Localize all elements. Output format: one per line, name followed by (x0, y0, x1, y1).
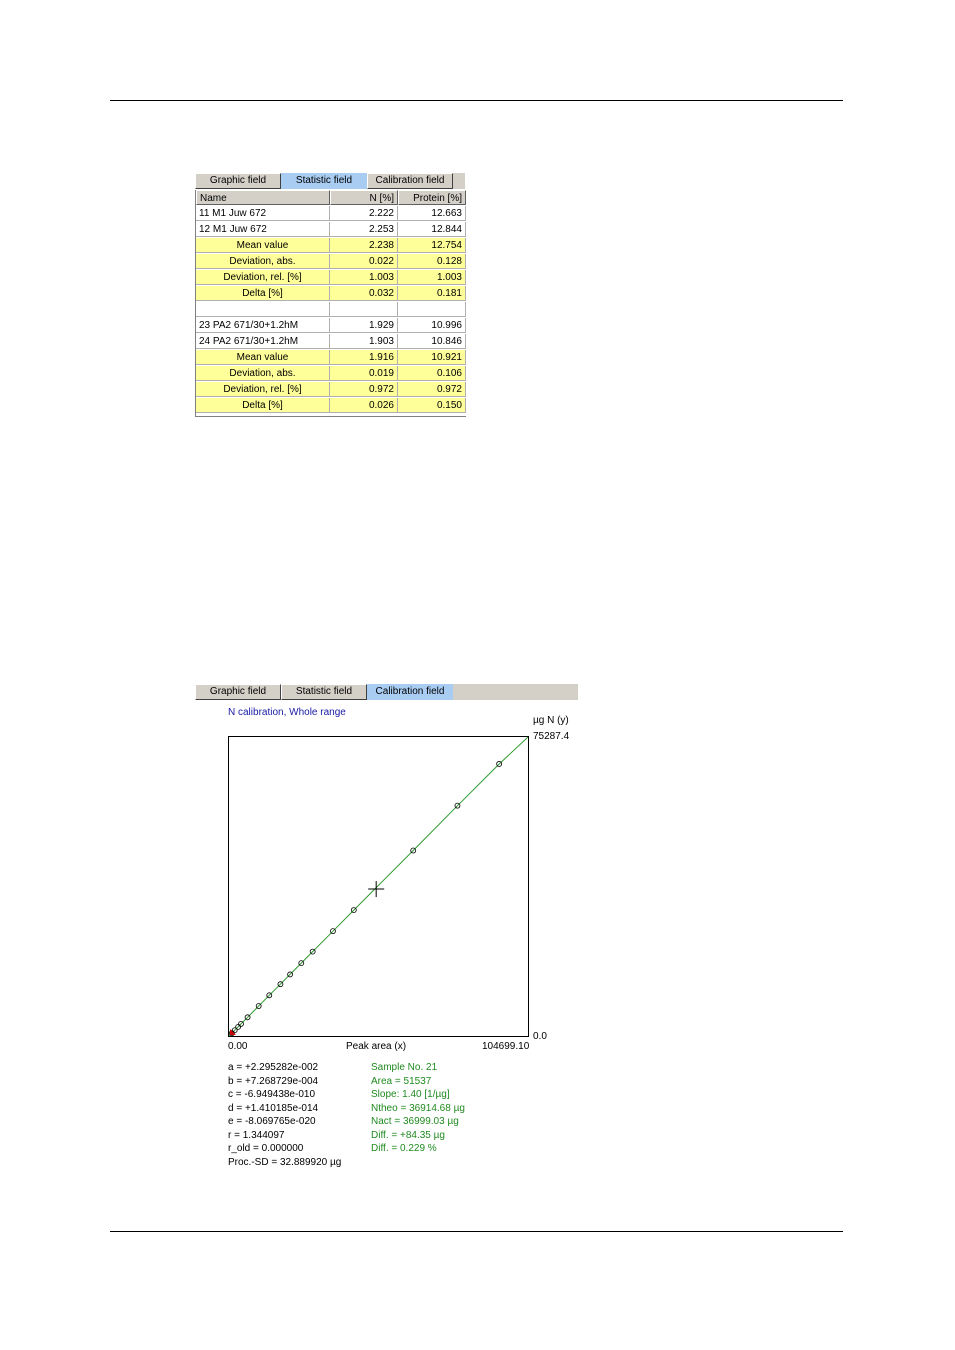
cell-protein: 0.972 (398, 382, 466, 397)
table-row[interactable] (196, 350, 466, 366)
cell-protein (398, 302, 466, 317)
y-axis-label: µg N (y) (533, 715, 569, 726)
cell-name: Mean value (196, 238, 330, 253)
sample-info-line: Nact = 36999.03 µg (371, 1116, 459, 1127)
table-header (196, 190, 466, 206)
table-row[interactable] (196, 382, 466, 398)
cell-n: 0.022 (330, 254, 398, 269)
coefficient-line: e = -8.069765e-020 (228, 1116, 316, 1127)
cell-n: 2.253 (330, 222, 398, 237)
sample-info-line: Diff. = +84.35 µg (371, 1129, 445, 1141)
cell-name: Deviation, abs. (196, 366, 330, 381)
cell-n: 2.238 (330, 238, 398, 253)
x-min-label: 0.00 (228, 1041, 248, 1052)
cell-protein: 10.921 (398, 350, 466, 365)
table-row[interactable] (196, 318, 466, 334)
tab-bar-top (195, 173, 465, 189)
tab-statistic-field[interactable]: Statistic field (281, 173, 367, 189)
cell-n: 0.032 (330, 286, 398, 301)
cell-n: 1.916 (330, 350, 398, 365)
coefficient-line: d = +1.410185e-014 (228, 1102, 319, 1114)
tab-bar-bottom (195, 684, 578, 700)
tab-graphic-field[interactable]: Graphic field (195, 684, 281, 700)
tab-calibration-field[interactable]: Calibration field (367, 684, 453, 700)
cell-name: Mean value (196, 350, 330, 365)
statistic-table (195, 190, 466, 417)
table-row[interactable] (196, 302, 466, 318)
coefficient-line: b = +7.268729e-004 (228, 1075, 319, 1087)
cell-protein: 1.003 (398, 270, 466, 285)
top-rule (110, 100, 843, 101)
cell-protein: 0.150 (398, 398, 466, 413)
column-header-protein[interactable]: Protein [%] (398, 190, 466, 205)
coefficient-line: c = -6.949438e-010 (228, 1089, 316, 1100)
table-row[interactable] (196, 206, 466, 222)
bottom-rule (110, 1231, 843, 1232)
table-row[interactable] (196, 254, 466, 270)
sample-info-line: Diff. = 0.229 % (371, 1143, 437, 1154)
coefficient-line: r = 1.344097 (228, 1129, 285, 1141)
sample-info-line: Sample No. 21 (371, 1062, 438, 1073)
cell-protein: 10.846 (398, 334, 466, 349)
coefficient-line: Proc.-SD = 32.889920 µg (228, 1156, 342, 1168)
cell-protein: 12.663 (398, 206, 466, 221)
sample-info-line: Ntheo = 36914.68 µg (371, 1102, 465, 1114)
tab-calibration-field[interactable]: Calibration field (367, 173, 453, 189)
cell-protein: 0.128 (398, 254, 466, 269)
cell-name: Deviation, rel. [%] (196, 270, 330, 285)
coefficient-line: r_old = 0.000000 (228, 1143, 304, 1154)
x-max-label: 104699.10 (482, 1041, 530, 1052)
y-min-label: 0.0 (533, 1031, 547, 1042)
table-row[interactable] (196, 366, 466, 382)
cell-protein: 12.754 (398, 238, 466, 253)
cell-name: Delta [%] (196, 286, 330, 301)
cell-protein: 0.181 (398, 286, 466, 301)
tab-statistic-field[interactable]: Statistic field (281, 684, 367, 700)
sample-info-line: Slope: 1.40 [1/µg] (371, 1089, 450, 1100)
cell-n: 1.903 (330, 334, 398, 349)
tab-graphic-field[interactable]: Graphic field (195, 173, 281, 189)
cell-n: 2.222 (330, 206, 398, 221)
cell-name: 11 M1 Juw 672 (196, 206, 330, 221)
y-max-label: 75287.4 (533, 731, 570, 742)
table-row[interactable] (196, 222, 466, 238)
cell-name: Deviation, rel. [%] (196, 382, 330, 397)
cell-name: Deviation, abs. (196, 254, 330, 269)
cell-protein: 0.106 (398, 366, 466, 381)
cell-n: 0.026 (330, 398, 398, 413)
column-header-n[interactable]: N [%] (330, 190, 398, 205)
coefficient-list (228, 1061, 341, 1169)
cell-n: 0.019 (330, 366, 398, 381)
column-header-name[interactable]: Name (196, 190, 330, 205)
x-axis-label: Peak area (x) (346, 1041, 407, 1052)
table-row[interactable] (196, 398, 466, 414)
table-row[interactable] (196, 334, 466, 350)
cell-protein: 12.844 (398, 222, 466, 237)
cell-name: 24 PA2 671/30+1.2hM (196, 334, 330, 349)
calibration-plot[interactable] (228, 736, 529, 1037)
cell-n: 1.929 (330, 318, 398, 333)
table-row[interactable] (196, 286, 466, 302)
cell-protein: 10.996 (398, 318, 466, 333)
cell-name: 12 M1 Juw 672 (196, 222, 330, 237)
cell-name (196, 302, 330, 317)
cell-n: 1.003 (330, 270, 398, 285)
coefficient-line: a = +2.295282e-002 (228, 1062, 319, 1073)
cell-name: Delta [%] (196, 398, 330, 413)
calibration-title: N calibration, Whole range (228, 707, 346, 718)
sample-info-line: Area = 51537 (371, 1075, 432, 1087)
cell-n (330, 302, 398, 317)
table-row[interactable] (196, 238, 466, 254)
cell-n: 0.972 (330, 382, 398, 397)
sample-info-list (371, 1061, 465, 1156)
cell-name: 23 PA2 671/30+1.2hM (196, 318, 330, 333)
table-row[interactable] (196, 270, 466, 286)
